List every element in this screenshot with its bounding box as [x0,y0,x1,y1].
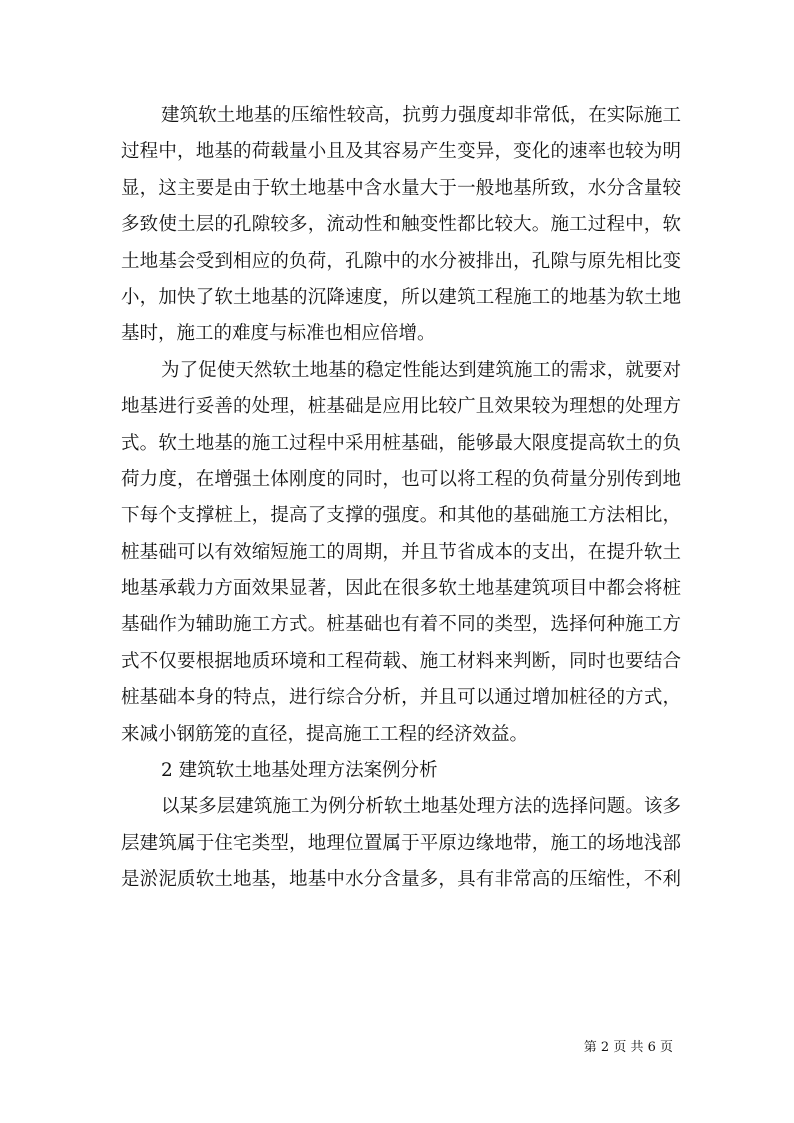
page-footer [584,1040,673,1056]
text-line: 式。软土地基的施工过程中采用桩基础，能够最大限度提高软土的负 [121,432,681,454]
text-line: 以某多层建筑施工为例分析软土地基处理方法的选择问题。该多 [161,796,681,818]
paragraph-2 [121,353,681,753]
text-line: 显，这主要是由于软土地基中含水量大于一般地基所致，水分含量较 [121,177,681,199]
document-body [121,98,681,899]
paragraph-3 [121,789,681,898]
text-line: 基础作为辅助施工方式。桩基础也有着不同的类型，选择何种施工方 [121,614,681,636]
text-line: 是淤泥质软土地基，地基中水分含量多，具有非常高的压缩性，不利 [121,869,681,891]
text-line: 基时，施工的难度与标准也相应倍增。 [121,323,436,345]
text-line: 多致使土层的孔隙较多，流动性和触变性都比较大。施工过程中，软 [121,214,681,236]
text-line: 桩基础本身的特点，进行综合分析，并且可以通过增加桩径的方式， [121,687,681,709]
text-line: 过程中，地基的荷载量小且及其容易产生变异，变化的速率也较为明 [121,141,681,163]
text-line: 土地基会受到相应的负荷，孔隙中的水分被排出，孔隙与原先相比变 [121,250,681,272]
text-line: 小，加快了软土地基的沉降速度，所以建筑工程施工的地基为软土地 [121,286,681,308]
text-line: 地基承载力方面效果显著，因此在很多软土地基建筑项目中都会将桩 [121,578,681,600]
page-number: 第 2 页 共 6 页 [583,1040,673,1055]
text-line: 来减小钢筋笼的直径，提高施工工程的经济效益。 [121,723,529,745]
text-line: 建筑软土地基的压缩性较高，抗剪力强度却非常低，在实际施工 [161,105,681,126]
text-line: 下每个支撑桩上，提高了支撑的强度。和其他的基础施工方法相比， [121,505,681,527]
text-line: 层建筑属于住宅类型，地理位置属于平原边缘地带，施工的场地浅部 [121,832,681,854]
text-line: 式不仅要根据地质环境和工程荷载、施工材料来判断，同时也要结合 [121,650,681,672]
text-line: 荷力度，在增强土体刚度的同时，也可以将工程的负荷量分别传到地 [121,468,681,490]
section-heading: 2 建筑软土地基处理方法案例分析 [161,760,438,782]
text-line: 地基进行妥善的处理，桩基础是应用比较广且效果较为理想的处理方 [121,396,681,418]
text-line: 桩基础可以有效缩短施工的周期，并且节省成本的支出，在提升软土 [121,541,681,563]
text-line: 为了促使天然软土地基的稳定性能达到建筑施工的需求，就要对 [161,359,681,381]
paragraph-1 [121,98,681,353]
